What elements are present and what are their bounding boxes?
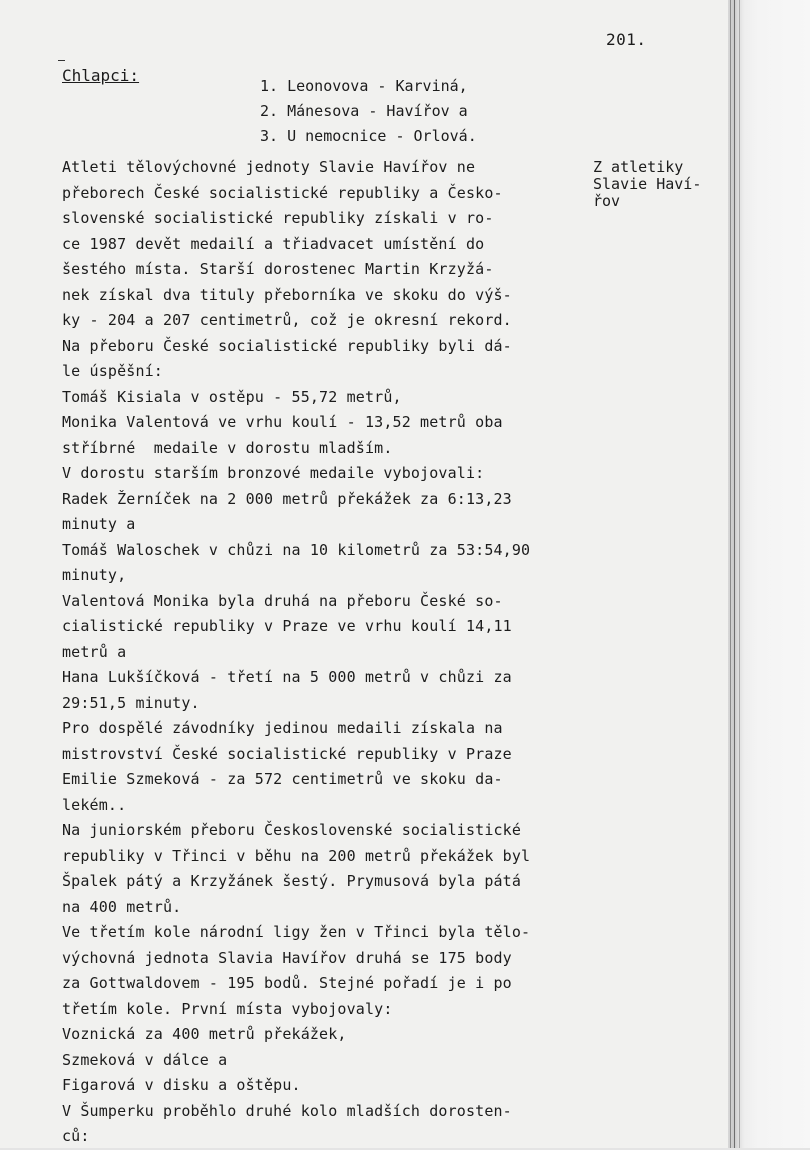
text-line: Emilie Szmeková - za 572 centimetrů ve skoku da- [62, 770, 503, 788]
text-line: nek získal dva tituly přeborníka ve skoku do výš- [62, 285, 512, 304]
text-line: za Gottwaldovem - 195 bodů. Stejné pořadí je i po [62, 974, 512, 992]
section-heading: Chlapci: [62, 66, 140, 85]
text-line: Na přeboru České socialistické republiky byli dá- [62, 336, 512, 355]
text-line: Hana Lukšíčková - třetí na 5 000 metrů v chůzi za [62, 668, 512, 686]
text-line: přeborech České socialistické republiky a Česko- [62, 183, 503, 202]
text-line: minuty, [62, 566, 127, 584]
margin-note [593, 159, 723, 210]
text-line: metrů a [62, 642, 127, 661]
text-line: výchovná jednota Slavia Havířov druhá se 175 body [62, 948, 512, 967]
text-line: Špalek pátý a Krzyžánek šestý. Prymusová byla pátá [62, 872, 522, 890]
edge-line [734, 0, 735, 1148]
text-line: Ve třetím kole národní ligy žen v Třinci byla tělo- [62, 923, 531, 941]
text-line: na 400 metrů. [62, 897, 182, 916]
text-line: Na juniorském přeboru Československé socialistické [62, 821, 522, 839]
text-line: ců: [62, 1127, 90, 1145]
text-line: le úspěšní: [62, 362, 163, 380]
text-line: Pro dospělé závodníky jedinou medaili získala na [62, 719, 503, 737]
text-line: V dorostu starším bronzové medaile vybojovali: [62, 464, 485, 482]
text-line: V Šumperku proběhlo druhé kolo mladších dorosten- [62, 1101, 512, 1120]
text-line: ce 1987 devět medailí a třiadvacet umístění do [62, 234, 485, 253]
text-line: Radek Žerníček na 2 000 metrů překážek za 6:13,23 [62, 489, 512, 508]
text-line: Atleti tělovýchovné jednoty Slavie Havířov ne [62, 158, 476, 176]
edge-line [730, 0, 731, 1148]
edge-line [739, 0, 740, 1148]
address-item: 3. U nemocnice - Orlová. [260, 127, 477, 145]
address-item: 1. Leonovova - Karviná, [260, 77, 468, 95]
text-line: Szmeková v dálce a [62, 1050, 228, 1069]
text-line: třetím kole. První místa vybojovaly: [62, 999, 393, 1018]
text-line: lekém.. [62, 795, 127, 814]
text-line: slovenské socialistické republiky získali v ro- [62, 209, 494, 227]
margin-note-line: řov [593, 192, 621, 210]
text-line: 29:51,5 minuty. [62, 693, 200, 712]
text-line: Tomáš Waloschek v chůzi na 10 kilometrů za 53:54,90 [62, 540, 531, 559]
body-text [62, 155, 602, 1150]
text-line: minuty a [62, 515, 136, 533]
heading-mark [58, 60, 65, 61]
page-binding-edge [728, 0, 810, 1148]
margin-note-line: Slavie Haví- [593, 175, 702, 193]
text-line: republiky v Třinci v běhu na 200 metrů překážek byl [62, 846, 531, 865]
text-line: cialistické republiky v Praze ve vrhu koulí 14,11 [62, 617, 512, 635]
margin-note-line: Z atletiky [593, 158, 684, 176]
text-line: Valentová Monika byla druhá na přeboru České so- [62, 591, 503, 610]
text-line: Voznická za 400 metrů překážek, [62, 1025, 347, 1043]
text-line: mistrovství České socialistické republiky v Praze [62, 744, 512, 763]
page-number: 201. [606, 30, 647, 49]
text-line: šestého místa. Starší dorostenec Martin Krzyžá- [62, 260, 494, 278]
text-line: ky - 204 a 207 centimetrů, což je okresní rekord. [62, 311, 512, 329]
text-line: stříbrné medaile v dorostu mladším. [62, 438, 393, 457]
text-line: Figarová v disku a oštěpu. [62, 1076, 301, 1094]
address-item: 2. Mánesova - Havířov a [260, 102, 468, 120]
text-line: Tomáš Kisiala v ostěpu - 55,72 metrů, [62, 387, 402, 406]
address-list [260, 74, 477, 149]
text-line: Monika Valentová ve vrhu koulí - 13,52 metrů oba [62, 413, 503, 431]
